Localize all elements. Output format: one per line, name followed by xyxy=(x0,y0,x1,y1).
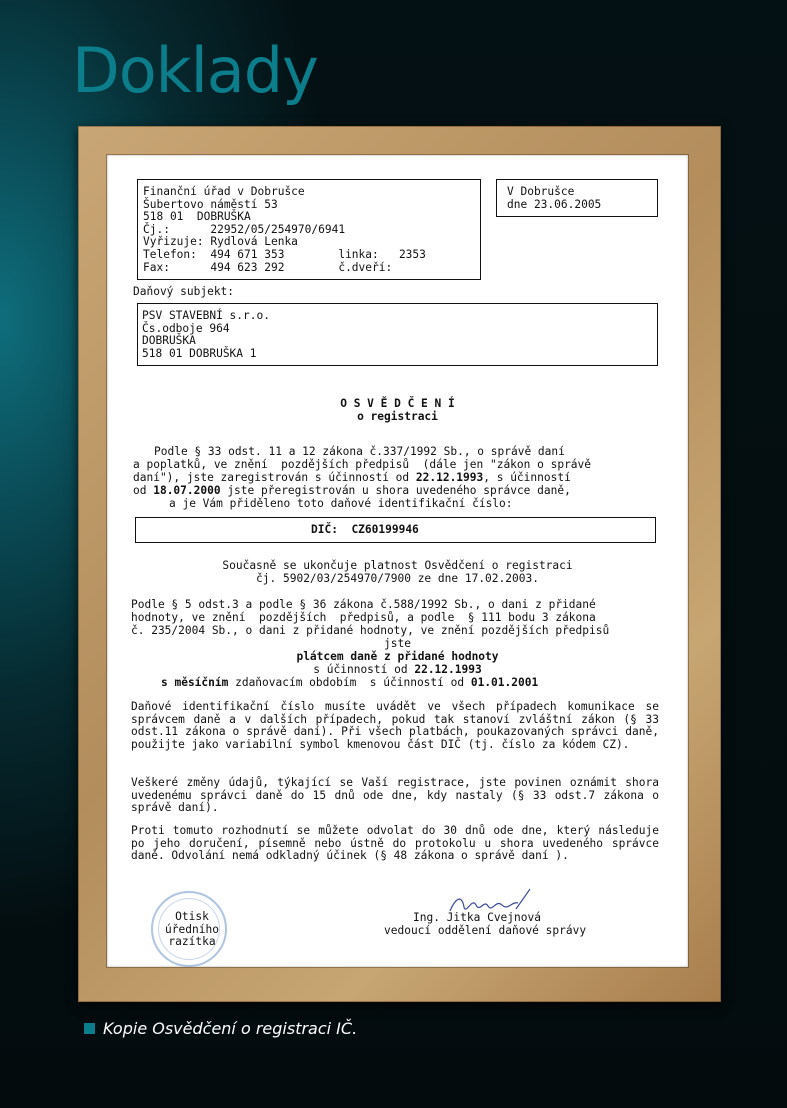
page-heading: Doklady xyxy=(72,34,318,107)
subject-label: Daňový subjekt: xyxy=(133,285,235,298)
cancellation-line: čj. 5902/03/254970/7900 ze dne 17.02.2003. xyxy=(256,572,539,585)
subject-line: 518 01 DOBRUŠKA 1 xyxy=(142,346,257,360)
intro-line: a je Vám přiděleno toto daňové identifikační číslo: xyxy=(169,497,513,510)
office-line: Šubertovo náměstí 53 xyxy=(143,197,278,211)
dic-usage-paragraph: Daňové identifikační číslo musíte uvádět ve všech případech komunikace se správcem daně a v dalších případech, pokud tak stanoví zvláštní zákon (§ 33 odst.11 zákona o správě daní). Při všech platbách, poukazovaných správci daně, použijte jako variabilní symbol kmenovou část DIČ (tj. číslo za kódem CZ). xyxy=(131,700,659,751)
office-line: Telefon: 494 671 353 linka: 2353 xyxy=(143,247,426,261)
office-line: Fax: 494 623 292 č.dveří: xyxy=(143,260,393,274)
dic-box xyxy=(135,517,656,543)
picture-frame xyxy=(78,126,721,1002)
signer-name: Ing. Jitka Cvejnová xyxy=(413,911,541,924)
tax-office-box xyxy=(137,179,481,280)
reregistration-date: 18.07.2000 xyxy=(153,484,221,497)
vat-effective-date: 22.12.1993 xyxy=(414,663,482,676)
registration-date: 22.12.1993 xyxy=(415,471,484,484)
signer-role: vedoucí oddělení daňové správy xyxy=(384,924,587,937)
certificate-document xyxy=(107,155,688,967)
monthly-period: s měsíčním xyxy=(161,676,229,689)
office-line: 518 01 DOBRUŠKA xyxy=(143,210,251,224)
document-subtitle: o registraci xyxy=(357,410,438,423)
vat-line: č. 235/2004 Sb., o dani z přidané hodnoty, ve znění pozdějších předpisů xyxy=(131,624,610,637)
changes-paragraph: Veškeré změny údajů, týkající se Vaší registrace, jste povinen oznámit shora uvedenému správci daně do 15 dnů ode dne, kdy nastaly (§ 33 odst.7 zákona o správě daní). xyxy=(131,776,659,815)
tax-subject-box xyxy=(137,303,658,366)
office-line: Finanční úřad v Dobrušce xyxy=(143,185,305,198)
image-caption xyxy=(84,1019,357,1038)
vat-line: Podle § 5 odst.3 a podle § 36 zákona č.588/1992 Sb., o dani z přidané xyxy=(131,598,596,611)
cancellation-line: Současně se ukončuje platnost Osvědčení o registraci xyxy=(222,559,573,572)
subject-line: DOBRUŠKA xyxy=(142,334,196,348)
caption-text: Kopie Osvědčení o registraci IČ. xyxy=(103,1019,358,1038)
subject-line: PSV STAVEBNÍ s.r.o. xyxy=(142,309,270,322)
vat-line: s měsíčním zdaňovacím obdobím s účinností od 01.01.2001 xyxy=(161,676,539,689)
place-date-box xyxy=(496,179,658,217)
subject-line: Čs.odboje 964 xyxy=(142,321,230,335)
intro-line: Podle § 33 odst. 11 a 12 zákona č.337/1992 Sb., o správě daní xyxy=(154,445,565,458)
vat-payer-status: plátcem daně z přidané hodnoty xyxy=(296,650,499,663)
stamp-placeholder-text: Otisk úředního razítka xyxy=(165,910,219,949)
intro-line: od 18.07.2000 jste přeregistrován u shora uvedeného správce daně, xyxy=(133,484,571,497)
office-line: Čj.: 22952/05/254970/6941 xyxy=(143,222,346,236)
vat-line: jste xyxy=(384,637,411,650)
vat-line: s účinností od 22.12.1993 xyxy=(313,663,482,676)
dic-value: CZ60199946 xyxy=(351,523,419,536)
office-line: Vyřizuje: Rydlová Lenka xyxy=(143,235,298,249)
intro-line: daní"), jste zaregistrován s účinností od 22.12.1993, s účinností xyxy=(133,471,571,484)
vat-line: hodnoty, ve znění pozdějších předpisů, a podle § 111 bodu 3 zákona xyxy=(131,611,596,624)
intro-line: a poplatků, ve znění pozdějších předpisů (dále jen "zákon o správě xyxy=(133,458,592,471)
date-line: dne 23.06.2005 xyxy=(507,197,602,211)
square-bullet-icon xyxy=(84,1023,95,1034)
document-title: O S V Ě D Č E N Í xyxy=(340,397,455,410)
dic-line: DIČ: CZ60199946 xyxy=(311,523,419,536)
monthly-period-date: 01.01.2001 xyxy=(470,676,539,689)
appeal-paragraph: Proti tomuto rozhodnutí se můžete odvolat do 30 dnů ode dne, který následuje po jeho doručení, písemně nebo ústně do protokolu u shora uvedeného správce daně. Odvolání nemá odkladný účinek (§ 48 zákona o správě daní ). xyxy=(131,824,659,863)
place-line: V Dobrušce xyxy=(507,185,575,198)
